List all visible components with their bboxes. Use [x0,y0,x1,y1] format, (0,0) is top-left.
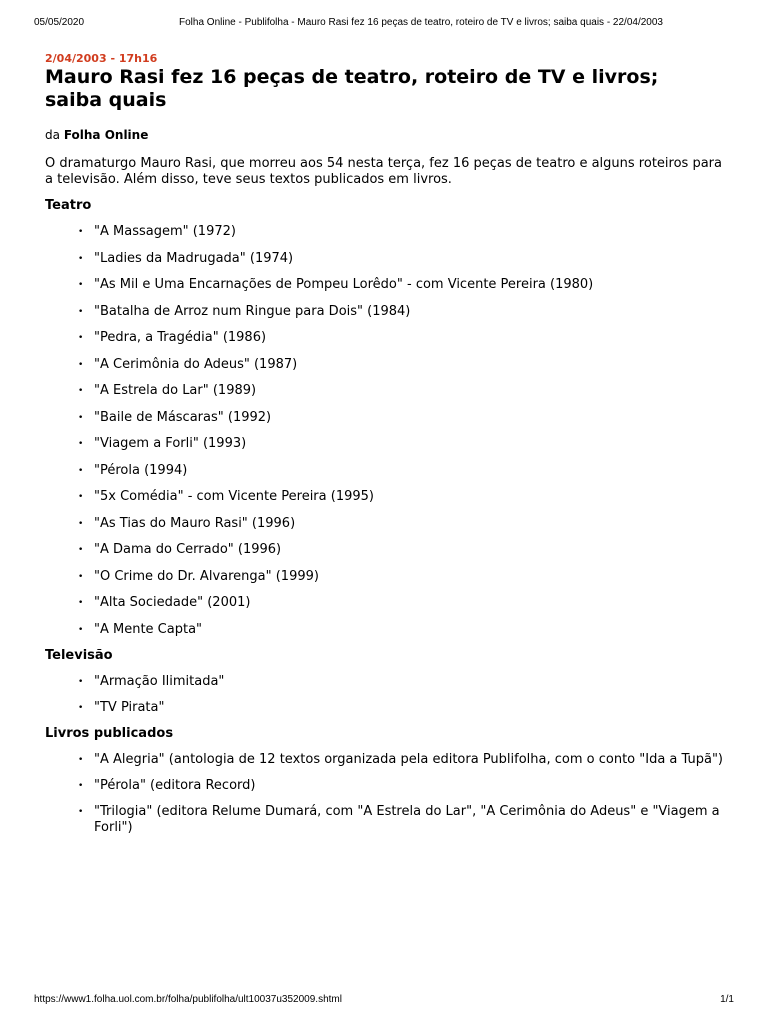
byline-prefix: da [45,128,60,142]
article [45,52,735,846]
list-item: • "Pérola" (editora Record) [78,778,735,794]
list-item: • "5x Comédia" - com Vicente Pereira (1995) [78,489,735,505]
list-item: • "Baile de Máscaras" (1992) [78,410,735,426]
list-item: • "A Estrela do Lar" (1989) [78,383,735,399]
print-page-count: 1/1 [720,994,734,1005]
print-document-title: Folha Online - Publifolha - Mauro Rasi fez 16 peças de teatro, roteiro de TV e livros; saiba quais - 22/04/2003 [179,17,663,28]
list-item: • "A Cerimônia do Adeus" (1987) [78,357,735,373]
article-timestamp: 2/04/2003 - 17h16 [45,52,158,65]
list-item: • "A Alegria" (antologia de 12 textos organizada pela editora Publifolha, com o conto "Ida a Tupã") [78,752,735,768]
byline-source: Folha Online [63,128,149,142]
list-item: • "Ladies da Madrugada" (1974) [78,251,735,267]
list-item: • "A Mente Capta" [78,622,735,638]
article-headline: Mauro Rasi fez 16 peças de teatro, roteiro de TV e livros; saiba quais [45,66,659,111]
article-intro: O dramaturgo Mauro Rasi, que morreu aos 54 nesta terça, fez 16 peças de teatro e alguns roteiros para a televisão. Além disso, teve seus textos publicados em livros. [45,156,722,187]
list-item: • "O Crime do Dr. Alvarenga" (1999) [78,569,735,585]
list-item: • "TV Pirata" [78,700,735,716]
list-item: • "A Massagem" (1972) [78,224,735,240]
list-item: • "As Tias do Mauro Rasi" (1996) [78,516,735,532]
livros-list [45,752,735,836]
televisao-list [45,674,735,716]
print-footer [34,994,734,1008]
byline [45,128,735,143]
list-item: • "Batalha de Arroz num Ringue para Dois" (1984) [78,304,735,320]
list-item: • "Pedra, a Tragédia" (1986) [78,330,735,346]
list-item: • "Alta Sociedade" (2001) [78,595,735,611]
list-item: • "A Dama do Cerrado" (1996) [78,542,735,558]
list-item: • "Viagem a Forli" (1993) [78,436,735,452]
list-item: • "Trilogia" (editora Relume Dumará, com "A Estrela do Lar", "A Cerimônia do Adeus" e "Viagem a Forli") [78,804,735,836]
section-title-teatro: Teatro [45,198,92,213]
print-date: 05/05/2020 [34,17,85,28]
teatro-list [45,224,735,638]
list-item: • "Armação Ilimitada" [78,674,735,690]
list-item: • "Pérola (1994) [78,463,735,479]
list-item: • "As Mil e Uma Encarnações de Pompeu Lorêdo" - com Vicente Pereira (1980) [78,277,735,293]
print-header [34,17,734,31]
section-title-livros: Livros publicados [45,725,174,741]
print-url: https://www1.folha.uol.com.br/folha/publifolha/ult10037u352009.shtml [34,994,342,1005]
section-title-televisao: Televisão [45,647,113,663]
